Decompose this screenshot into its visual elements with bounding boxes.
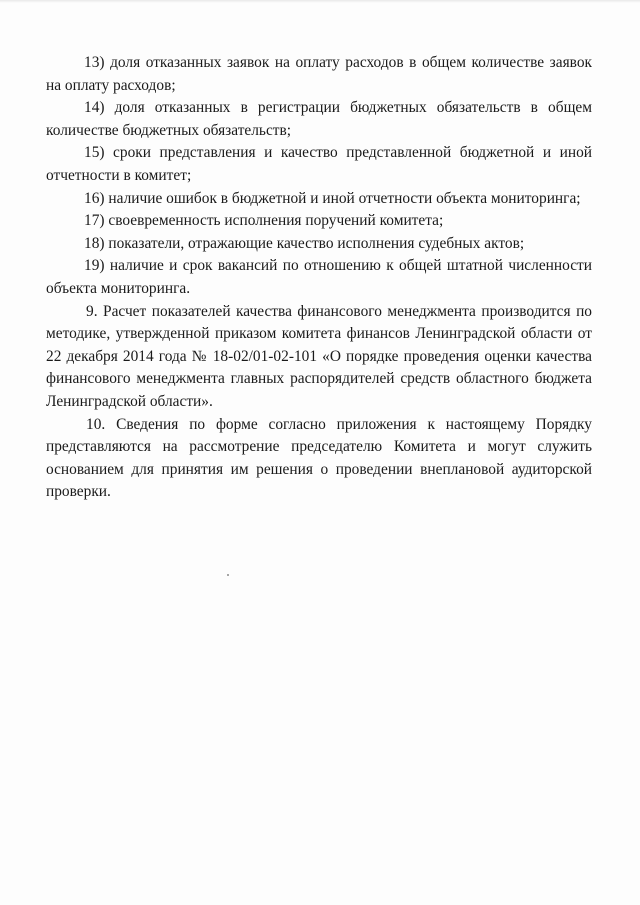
document-body xyxy=(46,52,592,504)
list-item-13: 13) доля отказанных заявок на оплату расходов в общем количестве заявок на оплату расходов; xyxy=(46,54,592,94)
scan-speck xyxy=(227,574,229,576)
list-item-14: 14) доля отказанных в регистрации бюджетных обязательств в общем количестве бюджетных обязательств; xyxy=(46,99,592,139)
scan-edge xyxy=(0,0,640,3)
list-item-16: 16) наличие ошибок в бюджетной и иной отчетности объекта мониторинга; xyxy=(84,189,581,207)
list-item-18: 18) показатели, отражающие качество исполнения судебных актов; xyxy=(84,234,525,252)
section-9-paragraph: 9. Расчет показателей качества финансового менеджмента производится по методике, утвержденной приказом комитета финансов Ленинградской области от 22 декабря 2014 года № 18-02/01-02-101 «О порядке проведения оценки качества финансового менеджмента главных распорядителей средств областного бюджета Ленинградской области». xyxy=(46,302,592,410)
list-item-17: 17) своевременность исполнения поручений комитета; xyxy=(84,212,444,230)
list-item-19: 19) наличие и срок вакансий по отношению к общей штатной численности объекта мониторинга. xyxy=(46,257,592,297)
section-10-paragraph: 10. Сведения по форме согласно приложения к настоящему Порядку представляются на рассмотрение председателю Комитета и могут служить основанием для принятия им решения о проведении внеплановой аудиторской проверки. xyxy=(46,415,592,501)
list-item-15: 15) сроки представления и качество представленной бюджетной и иной отчетности в комитет; xyxy=(46,144,592,184)
